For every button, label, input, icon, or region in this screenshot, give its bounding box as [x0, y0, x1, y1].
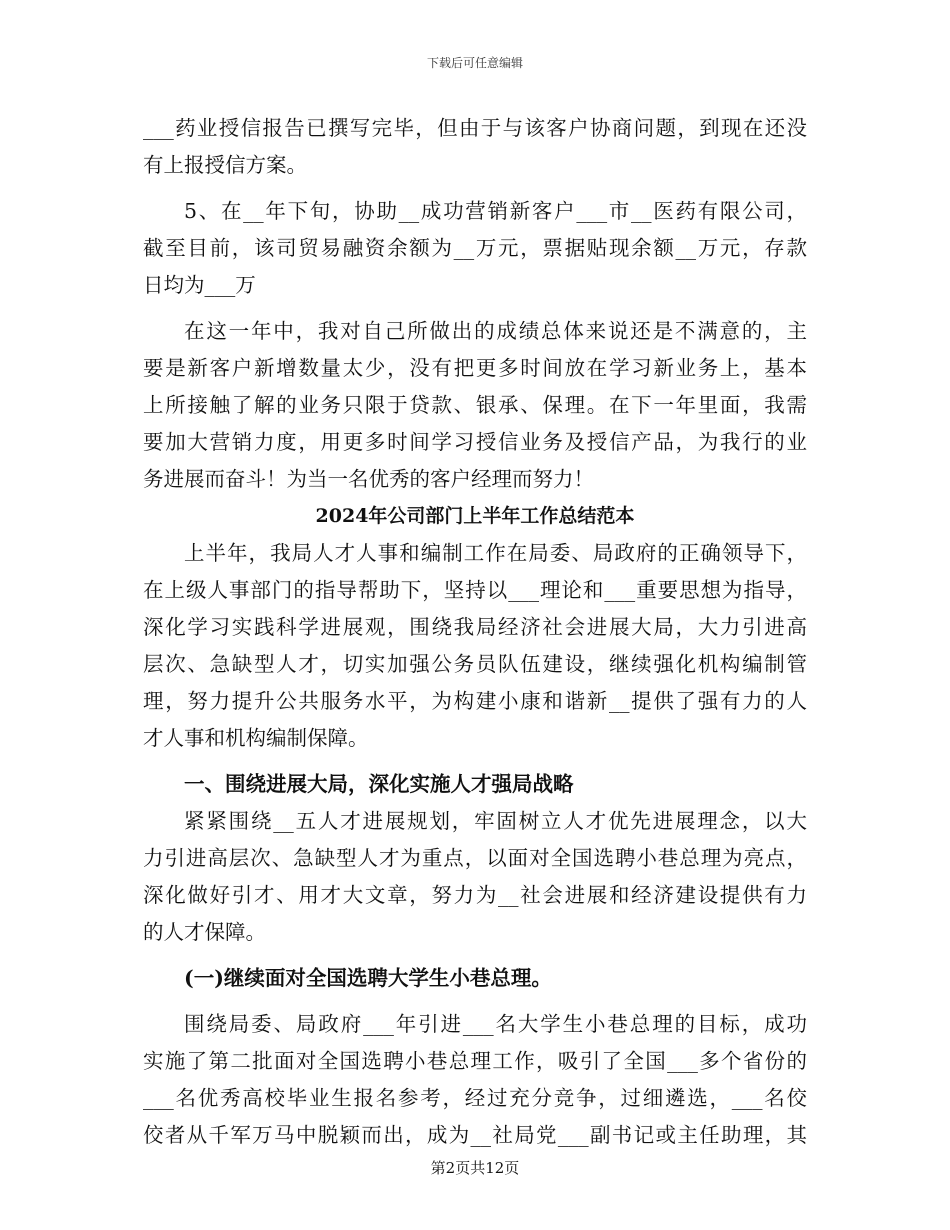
text-line: 深化做好引才、用才大文章，努力为__社会进展和经济建设提供有力 — [143, 883, 807, 907]
subsection-heading: (一)继续面对全国选聘大学生小巷总理。 — [184, 966, 552, 990]
text-line: 5、在__年下旬，协助__成功营销新客户___市__医药有限公司， — [184, 199, 807, 223]
text-line: 理，努力提升公共服务水平，为构建小康和谐新__提供了强有力的人 — [143, 689, 807, 713]
text-line: 在这一年中，我对自己所做出的成绩总体来说还是不满意的，主 — [184, 319, 807, 343]
text-line: 层次、急缺型人才，切实加强公务员队伍建设，继续强化机构编制管 — [143, 652, 807, 676]
section-heading: 一、围绕进展大局，深化实施人才强局战略 — [184, 772, 574, 796]
text-line: 佼者从千军万马中脱颖而出，成为__社局党___副书记或主任助理，其 — [143, 1123, 807, 1147]
page-header: 下载后可任意编辑 — [426, 56, 523, 70]
text-line: 围绕局委、局政府___年引进___名大学生小巷总理的目标，成功 — [184, 1012, 807, 1036]
text-line: 才人事和机构编制保障。 — [143, 726, 369, 750]
text-line: 紧紧围绕__五人才进展规划，牢固树立人才优先进展理念，以大 — [184, 809, 807, 833]
text-line: 深化学习实践科学进展观，围绕我局经济社会进展大局，大力引进高 — [143, 615, 807, 639]
text-line: ___药业授信报告已撰写完毕，但由于与该客户协商问题，到现在还没 — [143, 116, 807, 140]
page-number: 第2页共12页 — [430, 1159, 520, 1177]
section-title: 2024年公司部门上半年工作总结范本 — [315, 505, 635, 527]
text-line: 力引进高层次、急缺型人才为重点，以面对全国选聘小巷总理为亮点， — [143, 846, 807, 870]
text-line: 务进展而奋斗！为当一名优秀的客户经理而努力！ — [143, 467, 594, 491]
text-line: 要加大营销力度，用更多时间学习授信业务及授信产品，为我行的业 — [143, 430, 807, 454]
text-line: 有上报授信方案。 — [143, 153, 307, 177]
document-body — [143, 110, 807, 1154]
text-line: ___名优秀高校毕业生报名参考，经过充分竞争，过细遴选，___名佼 — [143, 1086, 807, 1110]
text-line: 截至目前，该司贸易融资余额为__万元，票据贴现余额__万元，存款 — [143, 236, 807, 260]
text-line: 上所接触了解的业务只限于贷款、银承、保理。在下一年里面，我需 — [143, 393, 807, 417]
text-line: 实施了第二批面对全国选聘小巷总理工作，吸引了全国___多个省份的 — [143, 1049, 807, 1073]
text-line: 日均为___万 — [143, 273, 256, 297]
text-line: 的人才保障。 — [143, 920, 266, 944]
text-line: 在上级人事部门的指导帮助下，坚持以___理论和___重要思想为指导， — [143, 578, 807, 602]
text-line: 上半年，我局人才人事和编制工作在局委、局政府的正确领导下， — [184, 541, 807, 565]
text-line: 要是新客户新增数量太少，没有把更多时间放在学习新业务上，基本 — [143, 356, 807, 380]
